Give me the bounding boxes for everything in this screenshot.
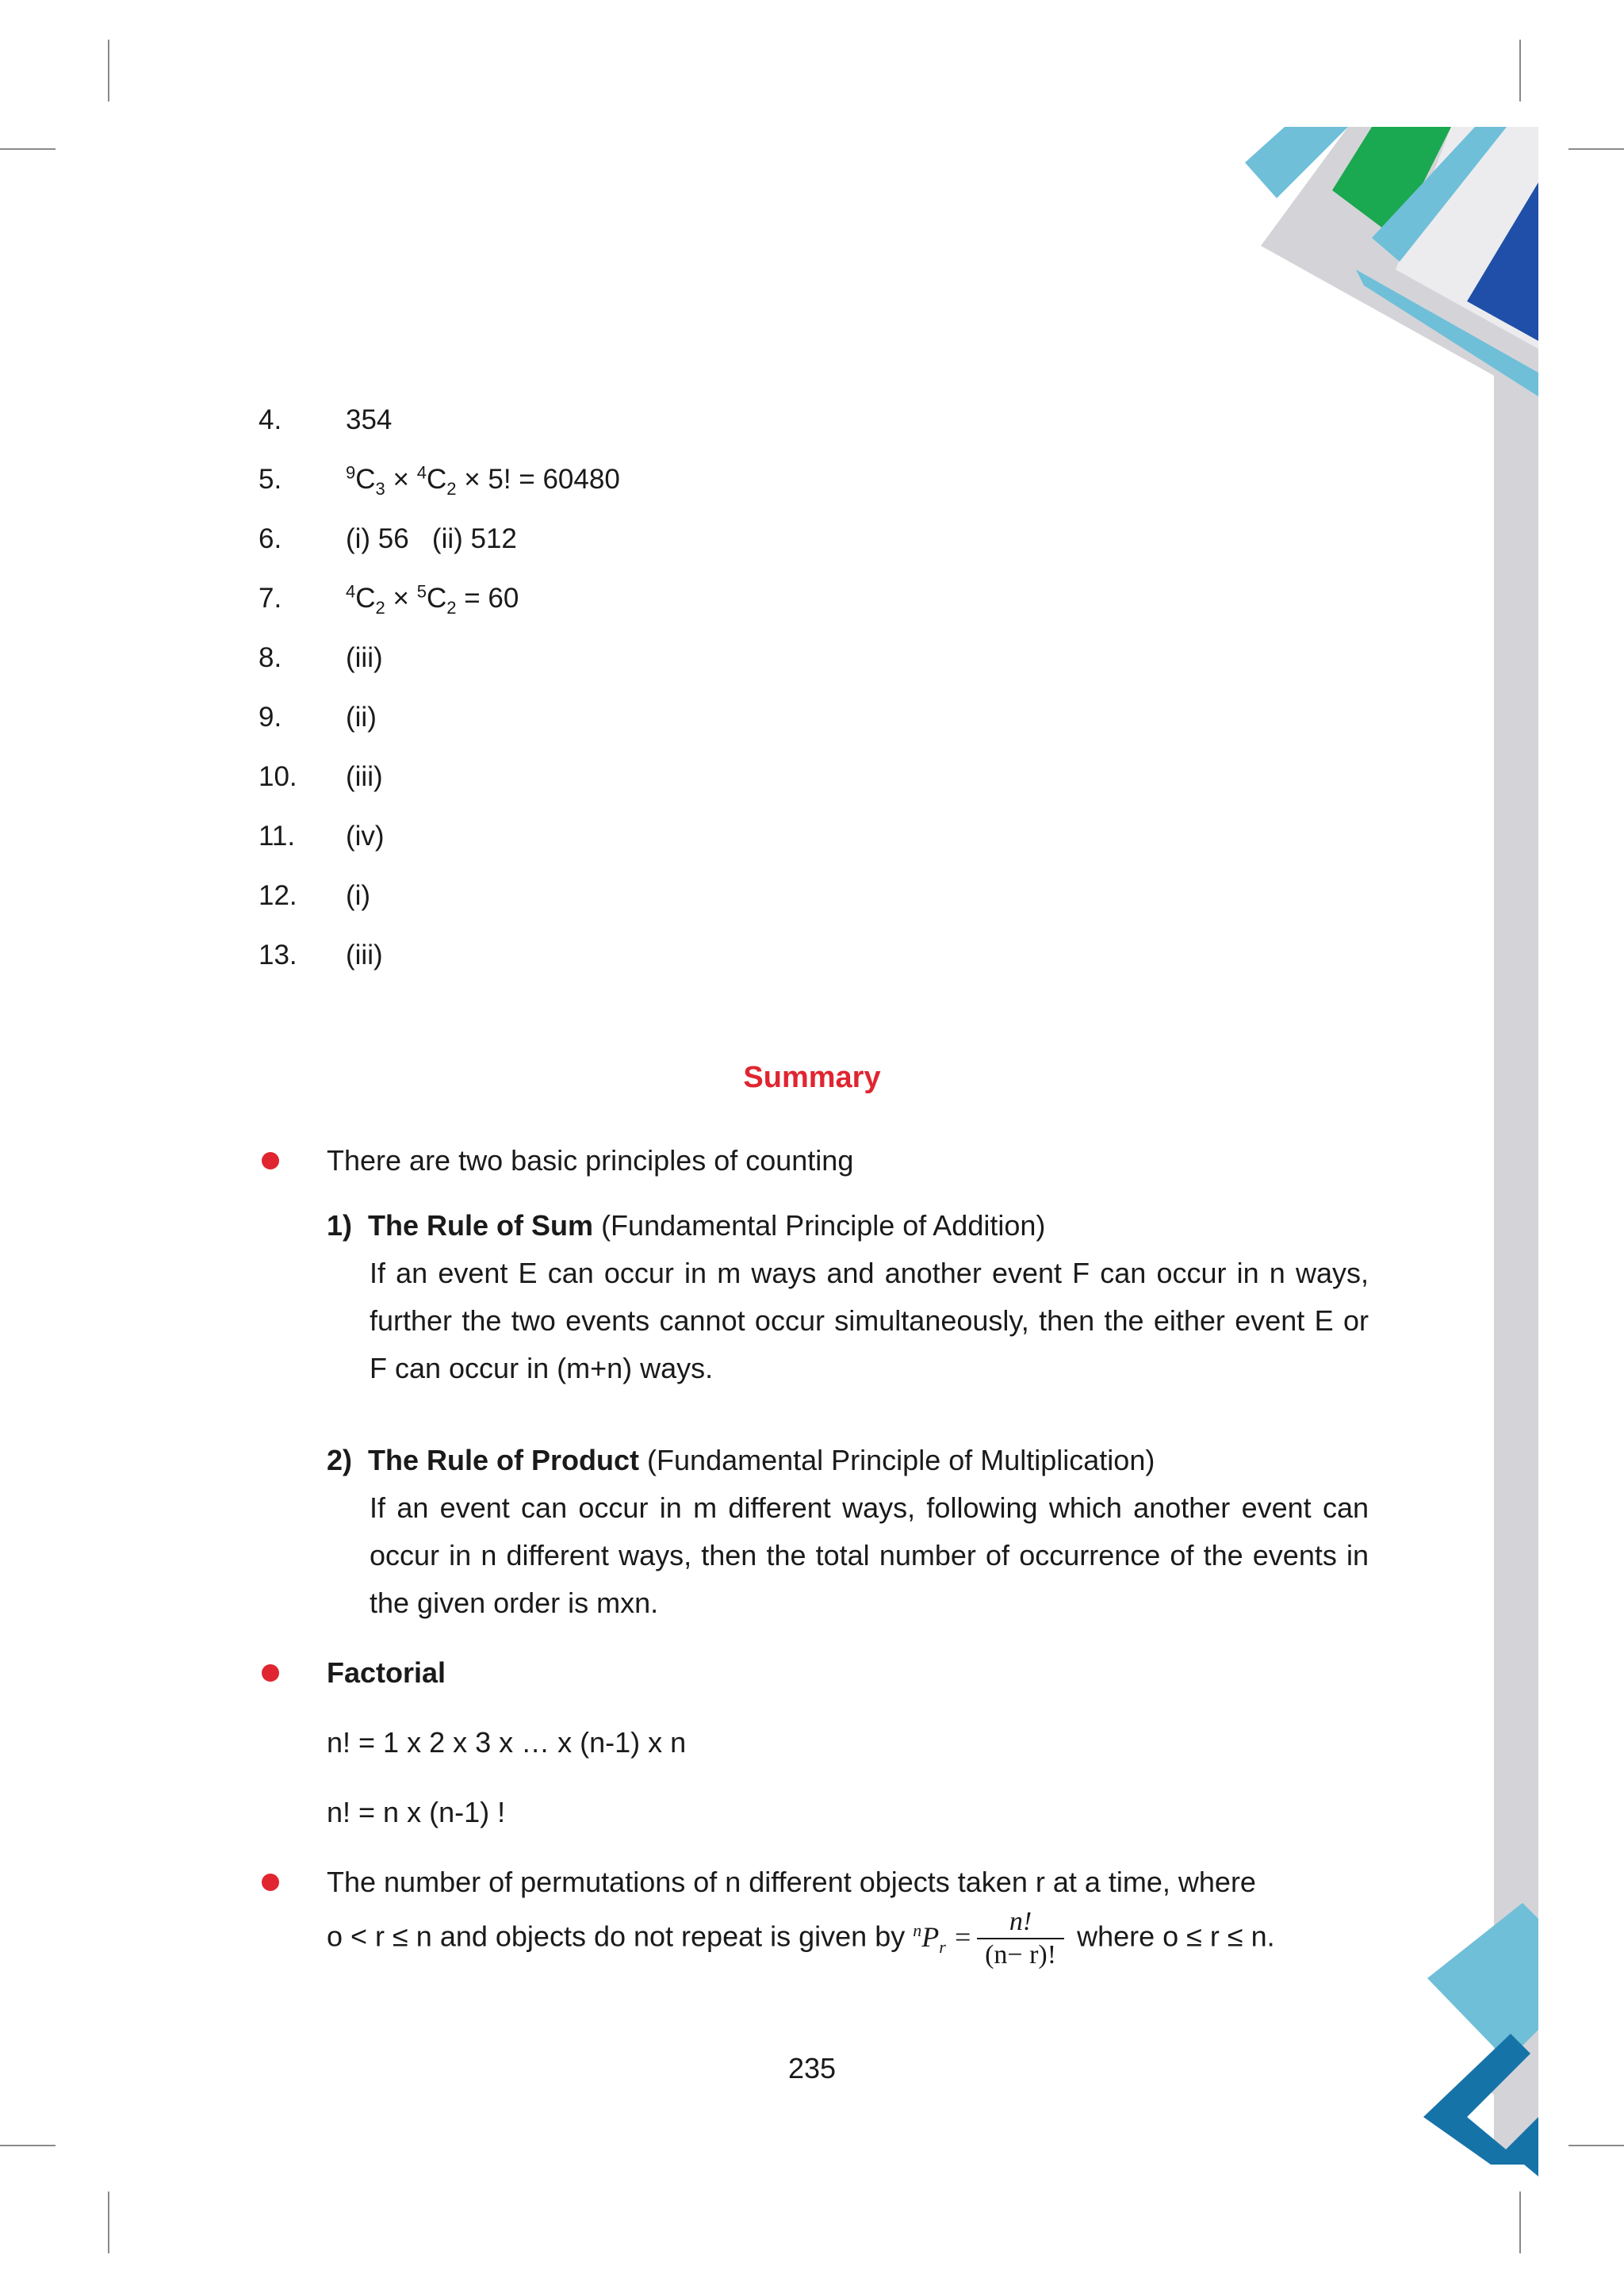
answer-value: (iii) [346,642,383,673]
rule-of-sum [327,1202,1369,1392]
answer-value: (iii) [346,940,383,970]
list-item [259,400,1051,460]
bullet-dot-icon [262,1874,279,1891]
answer-value: (ii) [346,702,377,733]
list-item [259,698,1051,757]
ornament-green [1332,127,1451,238]
ornament-gray [1261,127,1538,400]
section-title: Summary [743,1061,881,1094]
answer-value: (i) 56 (ii) 512 [346,523,517,554]
bullet-dot-icon [262,1664,279,1682]
bullet-dot-icon [262,1152,279,1169]
ornament-dark-blue [1467,182,1538,341]
crop-mark [1519,40,1521,101]
answer-number: 10. [259,761,297,792]
rule-of-product [327,1437,1369,1627]
list-item [259,519,1051,579]
permutation-fraction: $\frac{n!}{(n- r)!}$ [977,1906,1064,1971]
answer-value: (i) [346,880,371,911]
side-strip [1494,238,1538,2165]
answer-number: 6. [259,523,282,554]
answer-formula: $^4C_2 \times ^5C_2 = 60$ [346,581,519,618]
answer-value: (iii) [346,761,383,792]
factorial-heading: Factorial [327,1656,446,1689]
list-item [259,757,1051,817]
answer-number: 8. [259,642,282,673]
answer-number: 11. [259,821,296,852]
factorial-formula: n! = 1 x 2 x 3 x … x (n-1) x n [327,1726,687,1759]
crop-mark [0,148,56,150]
answer-number: 5. [259,464,282,495]
answer-list [259,400,1051,995]
list-item [259,579,1051,638]
crop-mark [1568,148,1624,150]
ornament-teal [1491,2117,1538,2165]
bullet-item [262,1137,1369,1185]
permutation-symbol: $^nP_r$ = [913,1920,973,1957]
rule-body: If an event E can occur in m ways and another event F can occur in n ways, further the two events cannot occur simultaneously, then the either event E or F can occur in (m+n) ways. [370,1257,1369,1384]
bullet-item [262,1859,1369,1971]
factorial-formula: n! = n x (n-1) ! [327,1796,506,1828]
answer-number: 9. [259,702,282,733]
permutation-text: where o ≤ r ≤ n. [1077,1920,1275,1953]
permutation-text: o < r ≤ n and objects do not repeat is given by [327,1920,906,1953]
list-item [259,817,1051,876]
list-item [259,936,1051,995]
rule-body: If an event can occur in m different ways, following which another event can occur in n different ways, then the total number of occurrence of the events in the given order is mxn. [370,1491,1369,1619]
answer-value: 354 [346,404,393,435]
answer-number: 7. [259,583,282,614]
crop-mark [0,2145,56,2146]
crop-mark [108,40,109,101]
answer-formula: $^9C_3 \times ^4C_2 \times 5$! = 60480 [346,462,620,499]
bullet-item [262,1649,1369,1697]
list-item [259,460,1051,519]
ornament-white-band [1396,127,1538,349]
summary-intro: There are two basic principles of counting [327,1144,854,1177]
list-item [259,876,1051,936]
list-item [259,638,1051,698]
summary-content [262,1137,1369,1971]
crop-mark [1519,2192,1521,2253]
rule-heading: 1) The Rule of Sum (Fundamental Principle of Addition) [327,1209,1046,1242]
crop-mark [108,2192,109,2253]
ornament-blue-stripe [1372,127,1507,262]
rule-heading: 2) The Rule of Product (Fundamental Principle of Multiplication) [327,1444,1155,1476]
permutation-text: The number of permutations of n different objects taken r at a time, where [327,1866,1256,1898]
ornament-light-blue [1245,127,1348,198]
page-number: 235 [787,2052,837,2084]
answer-number: 12. [259,880,297,911]
answer-number: 4. [259,404,282,435]
answer-number: 13. [259,940,297,970]
answer-value: (iv) [346,821,385,852]
ornament-blue-edge [1356,270,1538,396]
crop-mark [1568,2145,1624,2146]
